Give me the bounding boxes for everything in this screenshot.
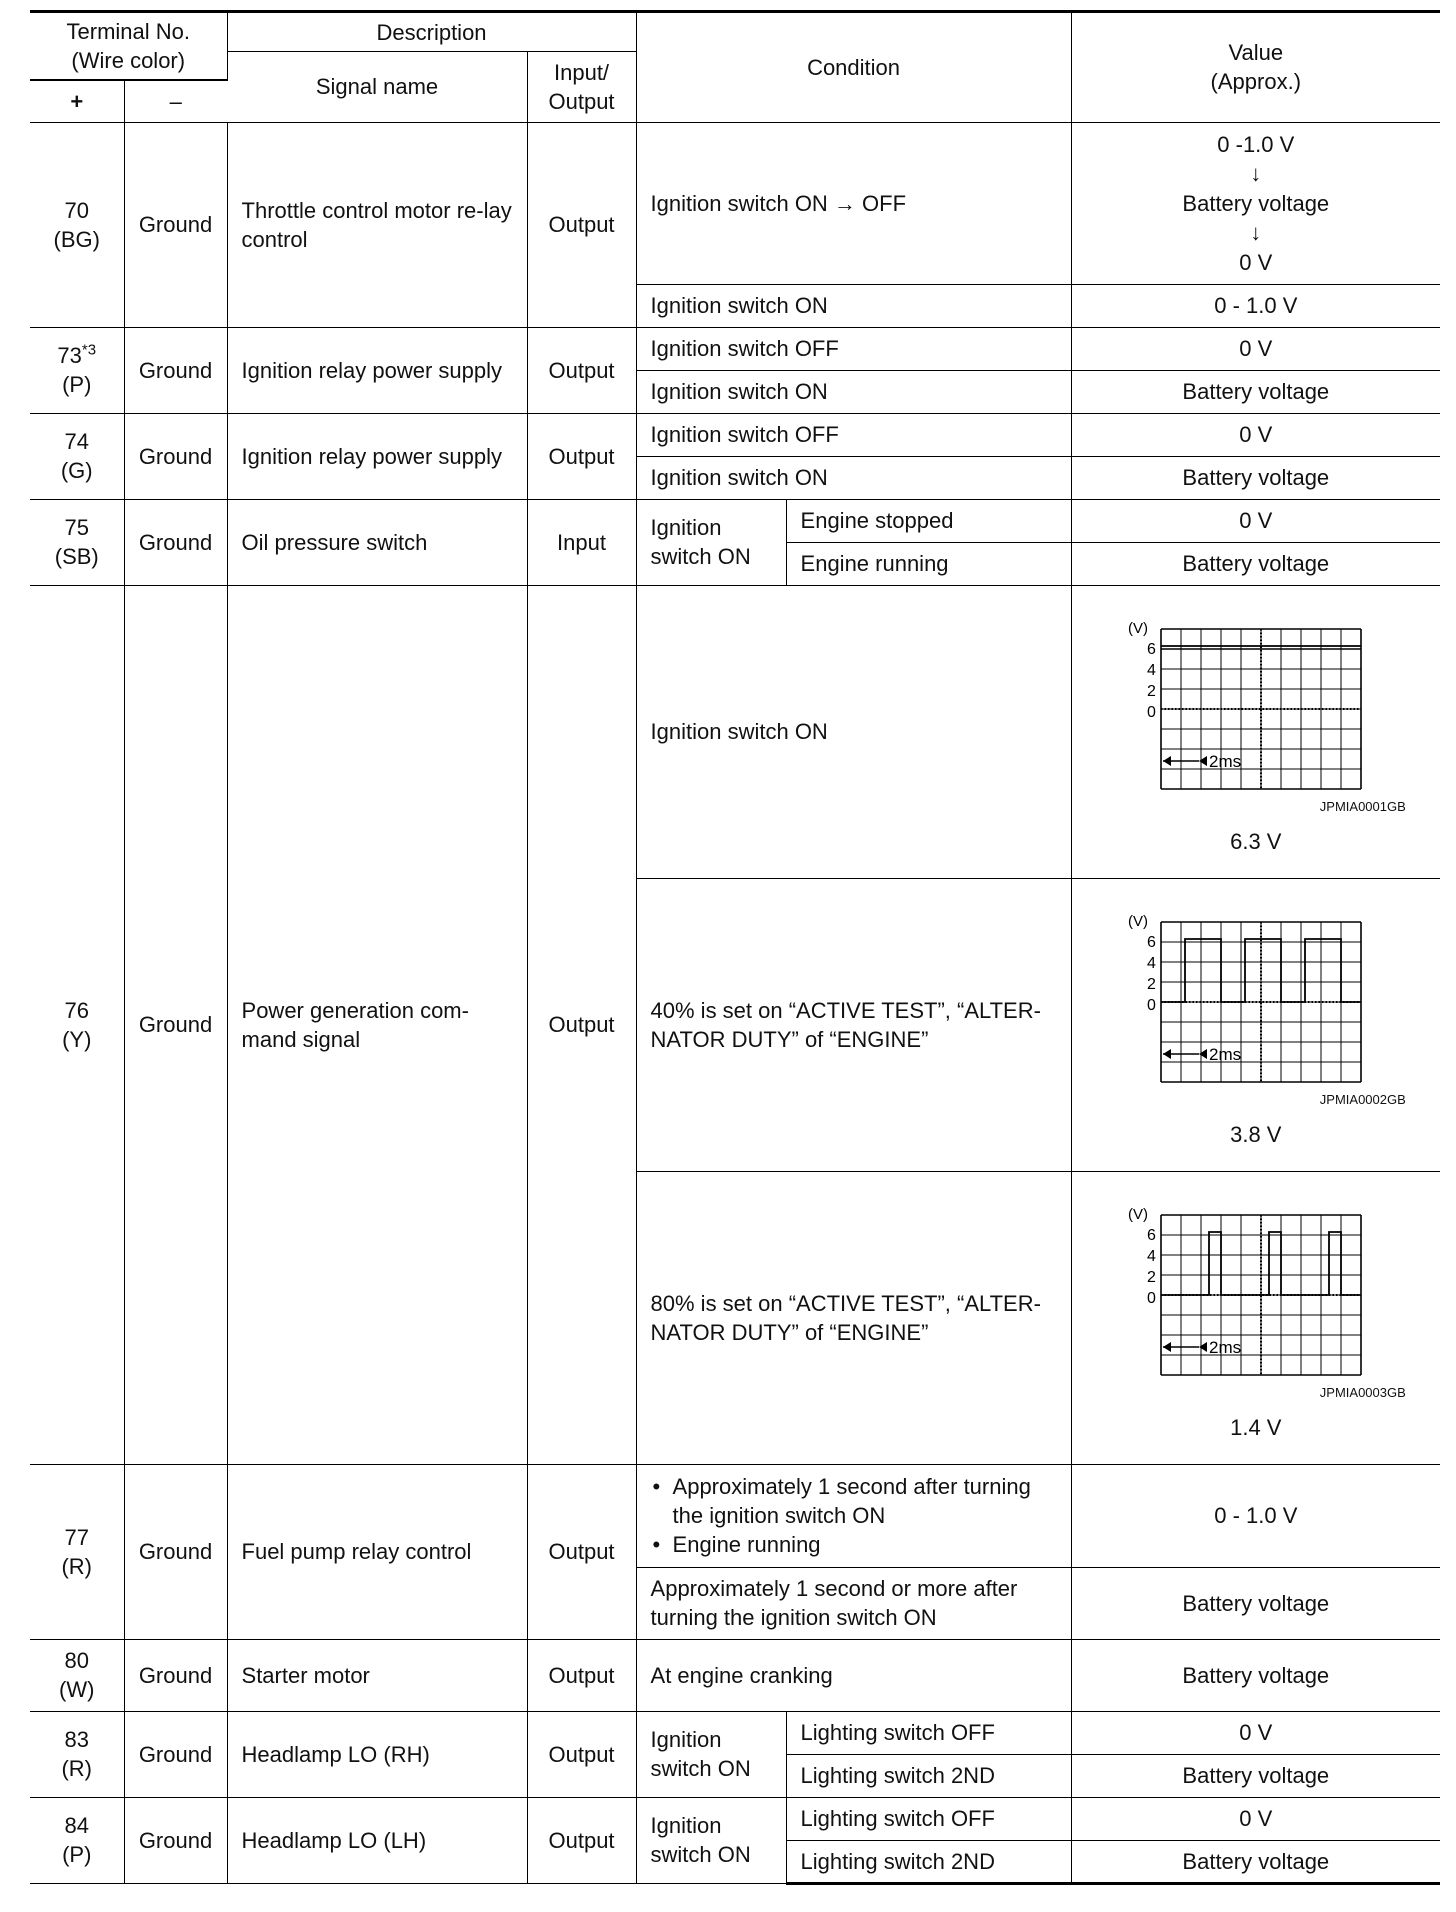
value: Battery voltage — [1071, 542, 1440, 585]
condition: 40% is set on “ACTIVE TEST”, “ALTER-NATOR DUTY” of “ENGINE” — [636, 878, 1071, 1171]
minus-terminal: Ground — [124, 122, 227, 327]
list-item: • Approximately 1 second after turning the ignition switch ON — [651, 1472, 1057, 1530]
y-tick-label: 0 — [1146, 703, 1156, 721]
condition: Approximately 1 second or more after turning the ignition switch ON — [636, 1567, 1071, 1639]
signal-name: Throttle control motor re-lay control — [227, 122, 527, 327]
y-tick-label: 0 — [1146, 996, 1156, 1014]
terminal-table — [30, 10, 1440, 1885]
header-condition: Condition — [636, 12, 1071, 123]
wire-color: (Y) — [62, 1026, 92, 1052]
condition-main-line: switch ON — [650, 544, 751, 569]
terminal-number-cell — [30, 1797, 124, 1883]
io-type: Output — [527, 1464, 636, 1639]
figure-code: JPMIA0001GB — [1319, 798, 1406, 814]
terminal-number-cell — [30, 499, 124, 585]
signal-name: Starter motor — [227, 1639, 527, 1711]
signal-name: Headlamp LO (LH) — [227, 1797, 527, 1883]
time-div-label: 2ms — [1208, 751, 1241, 771]
value-line: Battery voltage — [1182, 190, 1330, 216]
time-div-arrow-right — [1199, 1342, 1207, 1352]
header-terminal-label: Terminal No. — [66, 19, 190, 44]
minus-terminal: Ground — [124, 585, 227, 1464]
value: 6.3 V — [1230, 828, 1282, 854]
time-div-arrow-left — [1163, 1049, 1171, 1059]
table-row — [30, 1797, 1440, 1840]
value: Battery voltage — [1071, 370, 1440, 413]
condition-main-line: switch ON — [650, 1842, 751, 1867]
condition: At engine cranking — [636, 1639, 1071, 1711]
time-div-arrow-left — [1163, 1342, 1171, 1352]
io-type: Output — [527, 1797, 636, 1883]
terminal-number: 70 — [64, 197, 89, 223]
condition: Ignition switch ON → OFF — [636, 122, 1071, 284]
terminal-table-page — [30, 10, 1440, 1885]
signal-name: Ignition relay power supply — [227, 327, 527, 413]
list-item: • Engine running — [651, 1530, 1057, 1559]
value: Battery voltage — [1071, 1639, 1440, 1711]
condition-bullet-list — [651, 1472, 1057, 1559]
minus-terminal: Ground — [124, 327, 227, 413]
table-row — [30, 327, 1440, 370]
table-row — [30, 499, 1440, 542]
terminal-number-cell — [30, 1711, 124, 1797]
time-div-label: 2ms — [1208, 1337, 1241, 1357]
header-terminal-no — [30, 12, 227, 81]
terminal-number: 74 — [64, 429, 89, 454]
wire-color: (G) — [60, 458, 93, 483]
terminal-number-cell — [30, 1464, 124, 1639]
value: Battery voltage — [1071, 1840, 1440, 1883]
terminal-number: 83 — [64, 1727, 89, 1752]
condition-main-line: Ignition — [650, 515, 722, 540]
figure-code: JPMIA0003GB — [1319, 1384, 1406, 1400]
y-tick-label: 4 — [1146, 1247, 1156, 1265]
condition-sub: Engine stopped — [786, 499, 1071, 542]
y-tick-label: 6 — [1146, 640, 1156, 658]
table-row — [30, 585, 1440, 878]
value-waveform-cell — [1071, 1171, 1440, 1464]
time-div-arrow-right — [1199, 1049, 1207, 1059]
terminal-number: 73 — [57, 343, 82, 368]
terminal-number-cell — [30, 1639, 124, 1711]
terminal-number-cell — [30, 327, 124, 413]
wire-color: (P) — [62, 372, 92, 397]
terminal-number-cell — [30, 413, 124, 499]
header-io-line2: Output — [548, 88, 615, 114]
condition-sub: Lighting switch OFF — [786, 1711, 1071, 1754]
minus-terminal: Ground — [124, 1639, 227, 1711]
table-row — [30, 1711, 1440, 1754]
terminal-number: 80 — [64, 1648, 89, 1673]
value-line: 0 -1.0 V — [1217, 131, 1295, 157]
io-type: Output — [527, 1711, 636, 1797]
condition: Ignition switch ON — [636, 284, 1071, 327]
table-row — [30, 122, 1440, 284]
condition-main-line: switch ON — [650, 1756, 751, 1781]
waveform-svg — [1106, 612, 1406, 802]
value: Battery voltage — [1071, 456, 1440, 499]
y-axis-unit-label: (V) — [1127, 1205, 1148, 1223]
table-row — [30, 413, 1440, 456]
waveform-chart — [1106, 612, 1406, 817]
time-div-arrow-left — [1163, 756, 1171, 766]
wire-color: (SB) — [54, 544, 99, 569]
signal-name: Power generation com-mand signal — [227, 585, 527, 1464]
value: 0 V — [1071, 1711, 1440, 1754]
condition-main-line: Ignition — [650, 1813, 722, 1838]
table-row — [30, 1639, 1440, 1711]
down-arrow-icon: ↓ — [1250, 160, 1262, 186]
waveform-svg — [1106, 1198, 1406, 1388]
footnote-marker: *3 — [81, 341, 97, 359]
condition-main-line: Ignition — [650, 1727, 722, 1752]
value: 0 V — [1071, 1797, 1440, 1840]
waveform-chart — [1106, 1198, 1406, 1403]
terminal-number: 77 — [64, 1524, 89, 1550]
table-row — [30, 1464, 1440, 1567]
terminal-number: 84 — [64, 1813, 89, 1838]
signal-name: Ignition relay power supply — [227, 413, 527, 499]
value: Battery voltage — [1071, 1754, 1440, 1797]
signal-name: Fuel pump relay control — [227, 1464, 527, 1639]
time-div-label: 2ms — [1208, 1044, 1241, 1064]
y-tick-label: 4 — [1146, 661, 1156, 679]
y-axis-unit-label: (V) — [1127, 912, 1148, 930]
condition: Ignition switch ON — [636, 456, 1071, 499]
wire-color: (R) — [61, 1756, 93, 1781]
value-waveform-cell — [1071, 585, 1440, 878]
header-value — [1071, 12, 1440, 123]
header-io — [527, 52, 636, 123]
value: Battery voltage — [1071, 1567, 1440, 1639]
condition: 80% is set on “ACTIVE TEST”, “ALTER-NATOR DUTY” of “ENGINE” — [636, 1171, 1071, 1464]
signal-name: Headlamp LO (RH) — [227, 1711, 527, 1797]
io-type: Output — [527, 1639, 636, 1711]
condition: Ignition switch OFF — [636, 413, 1071, 456]
io-type: Output — [527, 327, 636, 413]
header-minus: – — [124, 80, 227, 122]
condition-sub: Engine running — [786, 542, 1071, 585]
value-waveform-cell — [1071, 878, 1440, 1171]
header-plus: + — [30, 80, 124, 122]
y-tick-label: 6 — [1146, 1226, 1156, 1244]
io-type: Output — [527, 122, 636, 327]
signal-name: Oil pressure switch — [227, 499, 527, 585]
y-tick-label: 4 — [1146, 954, 1156, 972]
wire-color: (W) — [59, 1677, 95, 1702]
value: 3.8 V — [1230, 1121, 1282, 1147]
wire-color: (P) — [62, 1842, 92, 1867]
value: 1.4 V — [1230, 1414, 1282, 1440]
condition: Ignition switch ON — [636, 585, 1071, 878]
minus-terminal: Ground — [124, 413, 227, 499]
wire-color: (BG) — [53, 226, 100, 252]
io-type: Output — [527, 413, 636, 499]
value: 0 V — [1071, 499, 1440, 542]
condition-sub: Lighting switch OFF — [786, 1797, 1071, 1840]
value-line: 0 V — [1239, 249, 1273, 275]
minus-terminal: Ground — [124, 499, 227, 585]
header-value-label: Value — [1228, 40, 1284, 66]
condition — [636, 1464, 1071, 1567]
value: 0 - 1.0 V — [1071, 284, 1440, 327]
figure-code: JPMIA0002GB — [1319, 1091, 1406, 1107]
minus-terminal: Ground — [124, 1797, 227, 1883]
header-io-line1: Input/ — [554, 59, 610, 85]
terminal-number-cell — [30, 122, 124, 327]
condition-main — [636, 1797, 786, 1883]
y-axis-unit-label: (V) — [1127, 619, 1148, 637]
waveform-chart — [1106, 905, 1406, 1110]
terminal-number-cell — [30, 585, 124, 1464]
condition-main — [636, 1711, 786, 1797]
down-arrow-icon: ↓ — [1250, 219, 1262, 245]
terminal-number: 75 — [64, 515, 89, 540]
y-tick-label: 2 — [1146, 975, 1156, 993]
time-div-arrow-right — [1199, 756, 1207, 766]
header-signal-name: Signal name — [227, 52, 527, 123]
value — [1071, 122, 1440, 284]
header-value-approx: (Approx.) — [1210, 69, 1302, 95]
terminal-number: 76 — [64, 997, 89, 1023]
y-tick-label: 6 — [1146, 933, 1156, 951]
condition-sub: Lighting switch 2ND — [786, 1840, 1071, 1883]
value: 0 V — [1071, 327, 1440, 370]
value: 0 V — [1071, 413, 1440, 456]
condition-main — [636, 499, 786, 585]
waveform-svg — [1106, 905, 1406, 1095]
condition: Ignition switch ON — [636, 370, 1071, 413]
minus-terminal: Ground — [124, 1464, 227, 1639]
wire-color: (R) — [61, 1553, 93, 1579]
value: 0 - 1.0 V — [1071, 1464, 1440, 1567]
y-tick-label: 2 — [1146, 1268, 1156, 1286]
y-tick-label: 0 — [1146, 1289, 1156, 1307]
minus-terminal: Ground — [124, 1711, 227, 1797]
condition-sub: Lighting switch 2ND — [786, 1754, 1071, 1797]
condition: Ignition switch OFF — [636, 327, 1071, 370]
header-wire-color: (Wire color) — [71, 48, 186, 73]
io-type: Output — [527, 585, 636, 1464]
y-tick-label: 2 — [1146, 682, 1156, 700]
io-type: Input — [527, 499, 636, 585]
header-description: Description — [227, 12, 636, 52]
